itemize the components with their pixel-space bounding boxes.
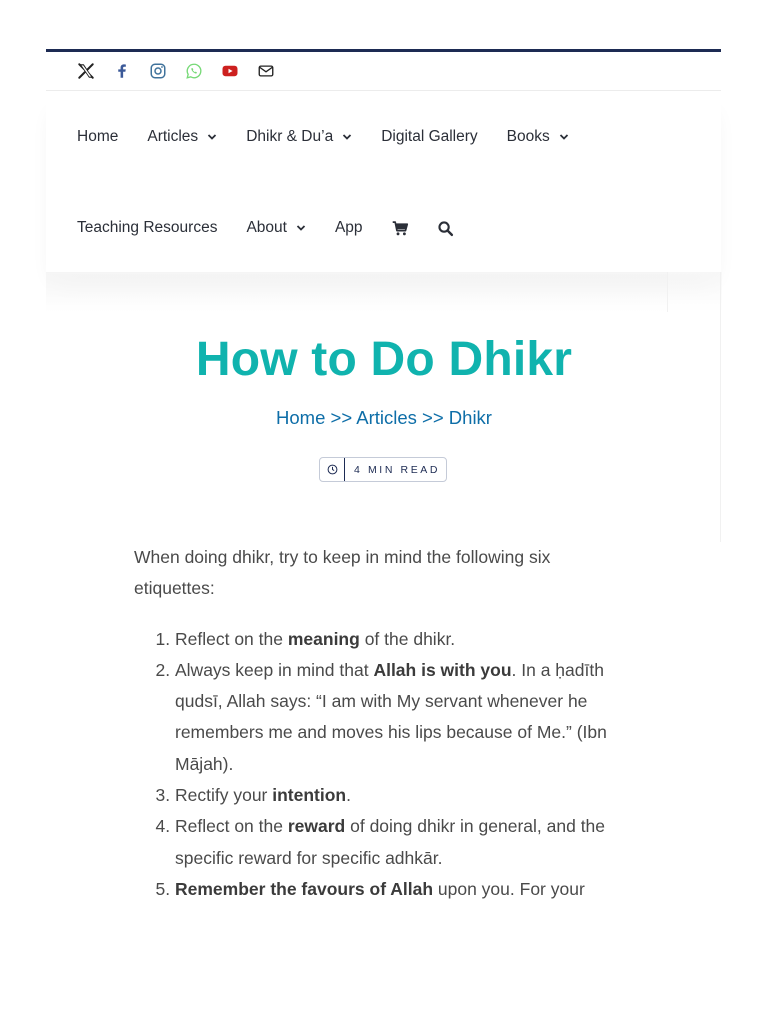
breadcrumb-separator: >>	[422, 407, 444, 428]
header-shadow-right	[667, 272, 722, 312]
site-header	[46, 49, 721, 274]
nav-about[interactable]	[246, 215, 306, 241]
item-text: of the dhikr.	[359, 628, 456, 649]
item-text: . In a ḥadīth qudsī, Allah says: “I am with My servant whenever he remembers me and moves his lips because of Me.” (Ibn Mājah).	[175, 659, 607, 774]
item-text: Reflect on the	[175, 816, 288, 837]
item-text: of doing dhikr in general, and the specific reward for specific adhkār.	[175, 816, 606, 868]
nav-articles-label: Articles	[147, 128, 199, 145]
read-time-badge	[319, 457, 447, 482]
item-bold: intention	[272, 785, 347, 806]
etiquettes-list	[134, 624, 624, 906]
facebook-icon[interactable]	[112, 61, 132, 81]
nav-about-label: About	[246, 219, 287, 236]
item-text: .	[346, 785, 351, 806]
page-title: How to Do Dhikr	[195, 333, 573, 386]
instagram-icon[interactable]	[148, 61, 168, 81]
chevron-down-icon	[207, 132, 217, 142]
nav-dhikr-dua[interactable]	[246, 124, 352, 150]
nav-dhikr-dua-label: Dhikr & Du’a	[246, 128, 334, 145]
list-item	[175, 655, 624, 780]
nav-app[interactable]: App	[334, 219, 363, 236]
item-text: upon you. For your	[433, 878, 585, 899]
nav-home[interactable]: Home	[77, 128, 119, 145]
read-time-label: 4 MIN READ	[354, 463, 441, 476]
x-twitter-icon[interactable]	[76, 61, 96, 81]
main-navigation	[46, 91, 721, 274]
breadcrumb-articles[interactable]: Articles	[356, 407, 417, 428]
list-item	[175, 624, 624, 655]
list-item	[175, 874, 624, 905]
youtube-icon[interactable]	[220, 61, 240, 81]
item-text: Always keep in mind that	[175, 659, 374, 680]
social-links	[76, 61, 292, 81]
clock-icon	[320, 458, 345, 481]
shopping-cart-icon[interactable]	[392, 219, 410, 237]
nav-teaching-resources[interactable]: Teaching Resources	[77, 219, 218, 236]
chevron-down-icon	[296, 223, 306, 233]
list-item	[175, 780, 624, 811]
item-bold: Remember the favours of Allah	[175, 878, 434, 899]
nav-row-1	[46, 124, 598, 150]
email-icon[interactable]	[256, 61, 276, 81]
item-bold: meaning	[287, 628, 360, 649]
search-icon[interactable]	[437, 219, 455, 237]
nav-digital-gallery[interactable]: Digital Gallery	[381, 128, 478, 145]
intro-paragraph: When doing dhikr, try to keep in mind the following six etiquettes:	[134, 547, 551, 599]
social-bar	[46, 49, 721, 91]
chevron-down-icon	[342, 132, 352, 142]
list-item	[175, 811, 624, 874]
nav-books-label: Books	[506, 128, 550, 145]
nav-books[interactable]	[507, 124, 569, 150]
whatsapp-icon[interactable]	[184, 61, 204, 81]
chevron-down-icon	[559, 132, 569, 142]
breadcrumb-separator: >>	[330, 407, 353, 428]
nav-articles[interactable]	[147, 124, 217, 150]
item-text: Reflect on the	[175, 628, 288, 649]
breadcrumb-current[interactable]: Dhikr	[448, 407, 492, 428]
breadcrumb-home[interactable]: Home	[276, 407, 326, 428]
item-text: Rectify your	[175, 785, 273, 806]
nav-row-2	[46, 215, 482, 241]
article-body	[134, 542, 624, 905]
item-bold: Allah is with you	[373, 659, 512, 680]
breadcrumb	[0, 407, 768, 429]
item-bold: reward	[287, 816, 346, 837]
header-shadow	[46, 272, 667, 312]
